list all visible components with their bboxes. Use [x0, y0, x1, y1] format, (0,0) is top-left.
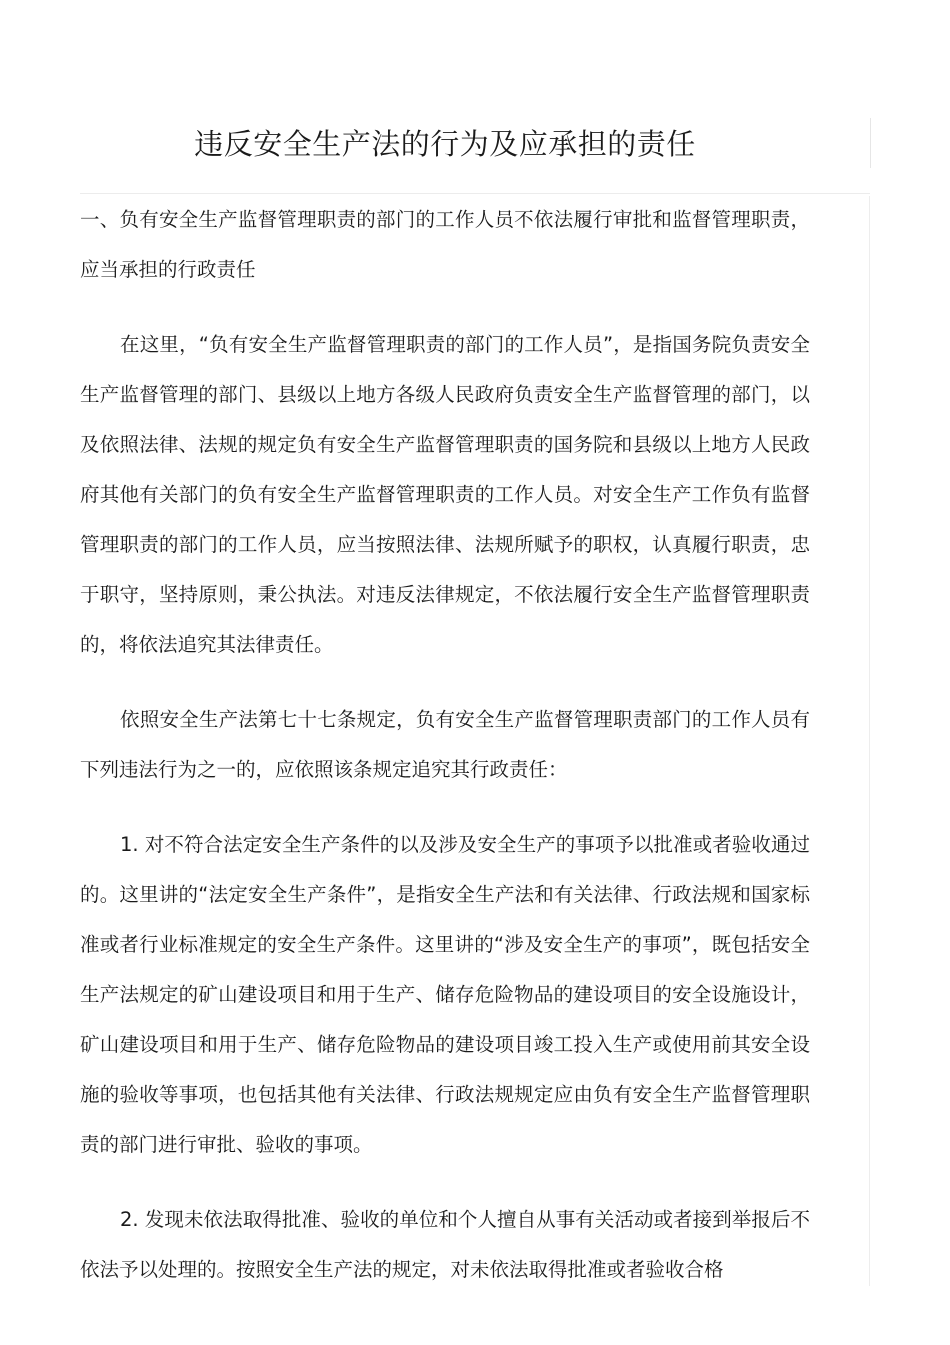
document-title: 违反安全生产法的行为及应承担的责任: [194, 127, 696, 161]
paragraph-definition: 在这里，“负有安全生产监督管理职责的部门的工作人员”，是指国务院负责安全生产监督管理的部门、县级以上地方各级人民政府负责安全生产监督管理的部门，以及依照法律、法规的规定负有安全生产监督管理职责的国务院和县级以上地方人民政府其他有关部门的负有安全生产监督管理职责的工作人员。对安全生产工作负有监督管理职责的部门的工作人员，应当按照法律、法规所赋予的职权，认真履行职责，忠于职守，坚持原则，秉公执法。对违反法律规定，不依法履行安全生产监督管理职责的，将依法追究其法律责任。: [80, 333, 810, 656]
paragraph-article-77: 依照安全生产法第七十七条规定，负有安全生产监督管理职责部门的工作人员有下列违法行为之一的，应依照该条规定追究其行政责任：: [80, 708, 810, 781]
document-body: [80, 195, 810, 1295]
title-divider: [80, 193, 870, 194]
title-margin-line: [870, 118, 871, 168]
body-margin-line: [869, 196, 870, 1286]
list-item-2: 2. 发现未依法取得批准、验收的单位和个人擅自从事有关活动或者接到举报后不依法予以处理的。按照安全生产法的规定，对未依法取得批准或者验收合格: [80, 1208, 810, 1281]
section-heading: 一、负有安全生产监督管理职责的部门的工作人员不依法履行审批和监督管理职责，应当承担的行政责任: [80, 208, 810, 281]
list-item-1: 1. 对不符合法定安全生产条件的以及涉及安全生产的事项予以批准或者验收通过的。这里讲的“法定安全生产条件”，是指安全生产法和有关法律、行政法规和国家标准或者行业标准规定的安全生产条件。这里讲的“涉及安全生产的事项”，既包括安全生产法规定的矿山建设项目和用于生产、储存危险物品的建设项目的安全设施设计，矿山建设项目和用于生产、储存危险物品的建设项目竣工投入生产或使用前其安全设施的验收等事项，也包括其他有关法律、行政法规规定应由负有安全生产监督管理职责的部门进行审批、验收的事项。: [80, 833, 810, 1156]
